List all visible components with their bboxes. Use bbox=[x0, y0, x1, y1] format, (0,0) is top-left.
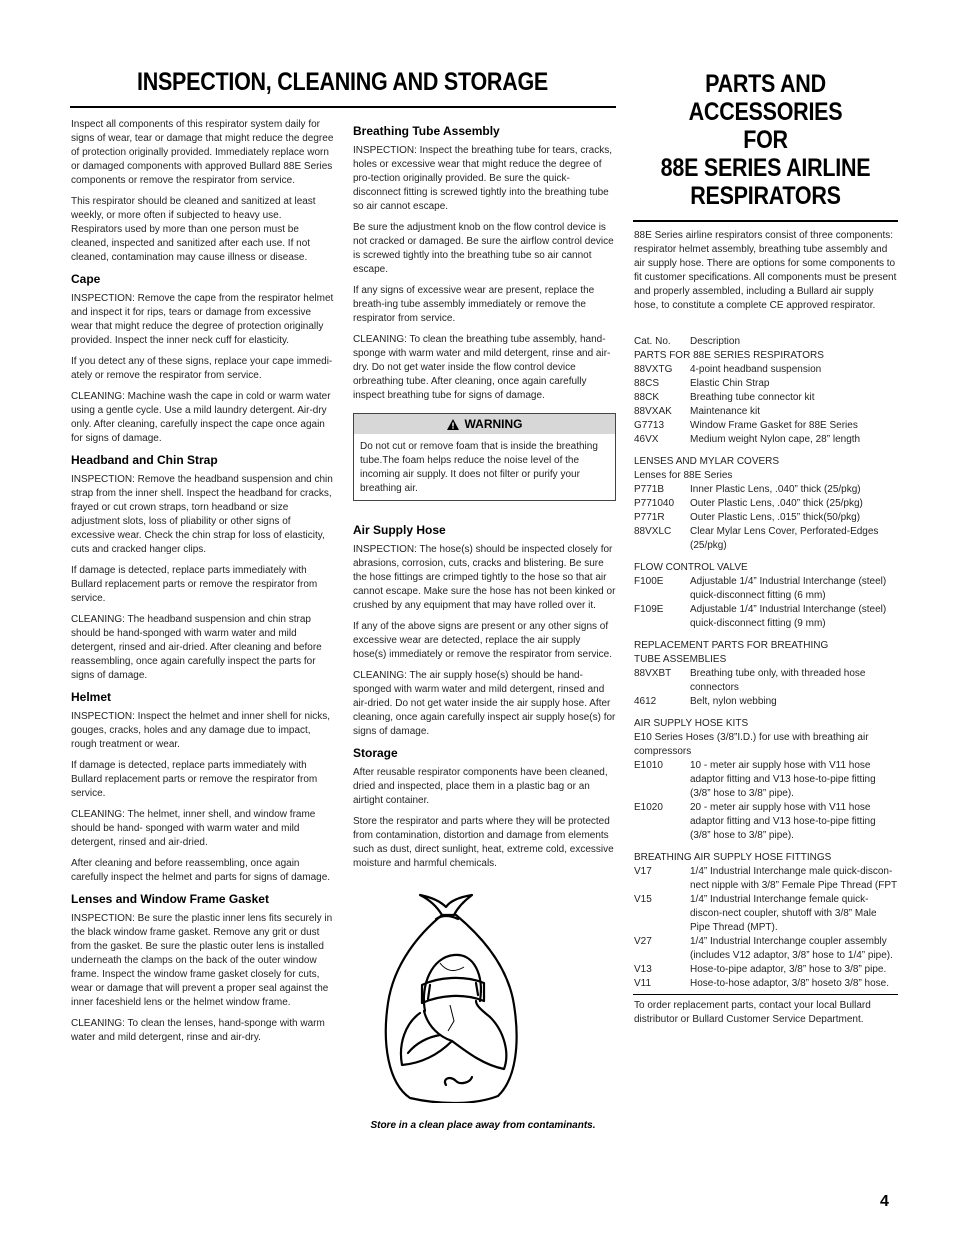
parts-section-heading: FLOW CONTROL VALVE bbox=[634, 562, 748, 573]
paragraph: CLEANING: The headband suspension and chin strap should be hand-sponged with warm water and mild detergent, rinsed and air-dried. After cleaning and before reassembling, once again carefully inspect the parts for signs of damage. bbox=[71, 614, 322, 681]
part-number: 88VXLC bbox=[634, 526, 672, 537]
paragraph: This respirator should be cleaned and sanitized at least weekly, or more often if subjected to heavy use. Respirators used by more than one person must be cleaned, inspected and sanitized after each use. If not cleaned, contamination may cause illness or disease. bbox=[71, 196, 316, 263]
section-heading: Storage bbox=[353, 746, 398, 760]
page-number: 4 bbox=[880, 1193, 889, 1210]
parts-row bbox=[634, 391, 898, 405]
part-description: Hose-to-pipe adaptor, 3/8” hose to 3/8” pipe. bbox=[690, 964, 887, 975]
parts-row bbox=[634, 865, 898, 893]
part-description: Inner Plastic Lens, .040” thick (25/pkg) bbox=[690, 484, 861, 495]
parts-section-heading: LENSES AND MYLAR COVERS bbox=[634, 456, 780, 467]
parts-row bbox=[634, 575, 898, 603]
part-number: E1010 bbox=[634, 760, 663, 771]
parts-row bbox=[634, 405, 898, 419]
warning-triangle-icon bbox=[447, 419, 459, 430]
part-description: Breathing tube only, with threaded hose connectors bbox=[690, 668, 866, 693]
order-note: To order replacement parts, contact your local Bullard distributor or Bullard Customer Service Department. bbox=[634, 1000, 871, 1025]
parts-list bbox=[634, 335, 898, 991]
parts-row bbox=[634, 335, 898, 349]
part-number: 88CS bbox=[634, 378, 660, 389]
parts-row bbox=[634, 377, 898, 391]
part-number: P771R bbox=[634, 512, 665, 523]
column-inspection-left bbox=[71, 118, 334, 1052]
parts-section-heading: REPLACEMENT PARTS FOR BREATHING bbox=[634, 640, 829, 651]
section-heading: Cape bbox=[71, 272, 101, 286]
breathing-tube-section bbox=[353, 124, 616, 403]
paragraph: INSPECTION: Inspect the breathing tube for tears, cracks, holes or excessive wear that might reduce the degree of pro-tection originally provided. Be sure the quick-disconnect fitting is screwed tightly into the breathing tube so air cannot escape. bbox=[353, 145, 612, 212]
part-description: Medium weight Nylon cape, 28” length bbox=[690, 434, 861, 445]
section-heading: Air Supply Hose bbox=[353, 523, 446, 537]
title-line: PARTS AND ACCESSORIES bbox=[688, 70, 843, 126]
paragraph: Be sure the adjustment knob on the flow control device is not cracked or damaged. Be sure the airflow control device is screwed tightly into the breathing tube so air cannot escape. bbox=[353, 222, 614, 275]
parts-row bbox=[634, 483, 898, 497]
parts-row bbox=[634, 935, 898, 963]
section-heading: Helmet bbox=[71, 690, 112, 704]
page-title-inspection: INSPECTION, CLEANING AND STORAGE bbox=[136, 68, 549, 96]
storage-bag-illustration bbox=[380, 893, 520, 1103]
order-rule bbox=[633, 994, 898, 995]
paragraph: CLEANING: The air supply hose(s) should be hand-sponged with warm water and mild detergent, rinsed and air-dried. Do not get water inside the air supply hose. After cleaning, once again carefully inspect air supply hose(s) for signs of damage. bbox=[353, 670, 616, 737]
section-heading: Lenses and Window Frame Gasket bbox=[71, 892, 269, 906]
part-number: F109E bbox=[634, 604, 664, 615]
part-number: Cat. No. bbox=[634, 336, 671, 347]
paragraph: If any signs of excessive wear are present, replace the breath-ing tube assembly immediately or remove the respirator from service. bbox=[353, 285, 595, 324]
parts-section-heading: Lenses for 88E Series bbox=[634, 470, 733, 481]
part-number: V11 bbox=[634, 978, 652, 989]
parts-section-heading: TUBE ASSEMBLIES bbox=[634, 654, 727, 665]
part-number: 88CK bbox=[634, 392, 660, 403]
title-line: FOR bbox=[743, 126, 788, 154]
paragraph: Inspect all components of this respirator system daily for signs of wear, tear or damage that might reduce the degree of protection originally provided. Immediately replace worn or damaged components with approved Bullard 88E Series components or remove the respirator from service. bbox=[71, 119, 334, 186]
part-description: Hose-to-hose adaptor, 3/8” hoseto 3/8” hose. bbox=[690, 978, 890, 989]
parts-row bbox=[634, 759, 898, 801]
warning-text: Do not cut or remove foam that is inside the breathing tube.The foam helps reduce the noise level of the incoming air supply. It does not filter or purify your breathing air. bbox=[360, 441, 598, 494]
title-line: 88E SERIES AIRLINE bbox=[660, 154, 871, 182]
illustration-caption: Store in a clean place away from contaminants. bbox=[370, 1120, 596, 1131]
paragraph: INSPECTION: Remove the cape from the respirator helmet and inspect it for rips, tears or damage from excessive wear that might reduce the degree of protection originally provided. Inspect the inner neck cuff for elasticity. bbox=[71, 293, 334, 346]
parts-row bbox=[634, 419, 898, 433]
parts-row bbox=[634, 511, 898, 525]
part-description: Outer Plastic Lens, .040” thick (25/pkg) bbox=[690, 498, 863, 509]
part-description: 4-point headband suspension bbox=[690, 364, 822, 375]
hose-storage-section bbox=[353, 523, 616, 871]
part-description: Outer Plastic Lens, .015” thick(50/pkg) bbox=[690, 512, 861, 523]
parts-row bbox=[634, 695, 898, 709]
paragraph: Store the respirator and parts where they will be protected from contamination, distortion and damage from elements such as dust, direct sunlight, heat, extreme cold, excessive moisture and harmful chemicals. bbox=[353, 816, 614, 869]
paragraph: If you detect any of these signs, replace your cape immedi-ately or remove the respirator from service. bbox=[71, 356, 333, 381]
paragraph: If damage is detected, replace parts immediately with Bullard replacement parts or remove the respirator from service. bbox=[71, 565, 318, 604]
paragraph: CLEANING: To clean the lenses, hand-sponge with warm water and mild detergent, rinse and air-dry. bbox=[71, 1018, 325, 1043]
warning-box bbox=[353, 413, 616, 501]
part-number: V27 bbox=[634, 936, 652, 947]
page-title-parts bbox=[652, 70, 880, 210]
parts-row bbox=[634, 603, 898, 631]
parts-row bbox=[634, 433, 898, 447]
paragraph: INSPECTION: Inspect the helmet and inner shell for nicks, gouges, cracks, holes and any damage due to impact, rough treatment or wear. bbox=[71, 711, 330, 750]
warning-label: WARNING bbox=[464, 417, 523, 431]
paragraph: After cleaning and before reassembling, once again carefully inspect the helmet and parts for signs of damage. bbox=[71, 858, 331, 883]
part-number: F100E bbox=[634, 576, 664, 587]
part-number: 46VX bbox=[634, 434, 659, 445]
part-description: Description bbox=[690, 336, 741, 347]
part-description: Window Frame Gasket for 88E Series bbox=[690, 420, 858, 431]
parts-intro: 88E Series airline respirators consist of three components: respirator helmet assembly, breathing tube assembly and air supply hose. There are options for some components to fit customer specifications. All components must be present and properly assembled, including a Bullard air supply hose, to constitute a complete CE approved respirator. bbox=[634, 230, 897, 311]
paragraph: CLEANING: To clean the breathing tube assembly, hand-sponge with warm water and mild detergent, rinse and air-dry. Do not get water inside the flow control device orbreathing tube. After cleaning, once again carefully inspect breathing tube for signs of damage. bbox=[353, 334, 611, 401]
part-description: Adjustable 1/4” Industrial Interchange (steel) quick-disconnect fitting (9 mm) bbox=[690, 604, 887, 629]
part-number: 4612 bbox=[634, 696, 657, 707]
part-number: V13 bbox=[634, 964, 652, 975]
paragraph: CLEANING: The helmet, inner shell, and window frame should be hand- sponged with warm water and mild detergent, rinsed and air-dried. bbox=[71, 809, 316, 848]
part-number: 88VXAK bbox=[634, 406, 672, 417]
parts-section-heading: BREATHING AIR SUPPLY HOSE FITTINGS bbox=[634, 852, 832, 863]
part-description: Belt, nylon webbing bbox=[690, 696, 777, 707]
part-description: 1/4” Industrial Interchange male quick-discon-nect nipple with 3/8” Female Pipe Thread (FPT bbox=[690, 866, 898, 891]
part-description: 1/4” Industrial Interchange coupler assembly (includes V12 adaptor, 3/8” hose to 1/4” pipe). bbox=[690, 936, 893, 961]
part-description: 1/4” Industrial Interchange female quick-discon-nect coupler, shutoff with 3/8” Male Pipe Thread (MPT). bbox=[690, 894, 877, 933]
part-number: P771B bbox=[634, 484, 665, 495]
part-number: G7713 bbox=[634, 420, 665, 431]
part-number: V15 bbox=[634, 894, 652, 905]
part-description: 20 - meter air supply hose with V11 hose adaptor fitting and V13 hose-to-pipe fitting (3/8” hose to 3/8” pipe). bbox=[690, 802, 876, 841]
parts-row bbox=[634, 893, 898, 935]
paragraph: After reusable respirator components have been cleaned, dried and inspected, place them in a plastic bag or an airtight container. bbox=[353, 767, 608, 806]
warning-header bbox=[354, 414, 615, 434]
title-line: RESPIRATORS bbox=[690, 182, 841, 210]
part-number: V17 bbox=[634, 866, 652, 877]
parts-row bbox=[634, 977, 898, 991]
part-number: 88VXBT bbox=[634, 668, 672, 679]
part-description: Elastic Chin Strap bbox=[690, 378, 770, 389]
parts-row bbox=[634, 497, 898, 511]
parts-section-heading: AIR SUPPLY HOSE KITS bbox=[634, 718, 749, 729]
part-number: 88VXTG bbox=[634, 364, 673, 375]
title-rule bbox=[633, 220, 898, 222]
part-number: E1020 bbox=[634, 802, 663, 813]
part-description: Clear Mylar Lens Cover, Perforated-Edges (25/pkg) bbox=[690, 526, 879, 551]
paragraph: If damage is detected, replace parts immediately with Bullard replacement parts or remove the respirator from service. bbox=[71, 760, 318, 799]
paragraph: If any of the above signs are present or any other signs of excessive wear are detected, replace the air supply hose(s) immediately or remove the respirator from service. bbox=[353, 621, 612, 660]
parts-row bbox=[634, 801, 898, 843]
part-description: Breathing tube connector kit bbox=[690, 392, 815, 403]
parts-section-heading: E10 Series Hoses (3/8”I.D.) for use with breathing air compressors bbox=[634, 732, 869, 757]
parts-section-heading: PARTS FOR 88E SERIES RESPIRATORS bbox=[634, 350, 824, 361]
column-parts bbox=[634, 229, 898, 991]
section-heading: Breathing Tube Assembly bbox=[353, 124, 500, 138]
paragraph: INSPECTION: The hose(s) should be inspected closely for abrasions, corrosion, cuts, cracks and blistering. Be sure the hose fittings are crimped tightly to the hose so that air cannot escape. Make sure the hose has not been kinked or crushed by any equipment that may have rolled over it. bbox=[353, 544, 616, 611]
part-description: Adjustable 1/4” Industrial Interchange (steel) quick-disconnect fitting (6 mm) bbox=[690, 576, 887, 601]
part-description: 10 - meter air supply hose with V11 hose adaptor fitting and V13 hose-to-pipe fitting (3/8” hose to 3/8” pipe). bbox=[690, 760, 876, 799]
parts-row bbox=[634, 963, 898, 977]
paragraph: INSPECTION: Be sure the plastic inner lens fits securely in the black window frame gasket. Remove any grit or dust from the gasket. Be sure the plastic outer lens is installed underneath the clamps on the back of the outer window frame. Inspect the window frame gasket closely for cuts, wear or damage that will prevent a proper seal against the inner faceshield lens or the helmet window frame. bbox=[71, 913, 333, 1008]
parts-row bbox=[634, 525, 898, 553]
paragraph: INSPECTION: Remove the headband suspension and chin strap from the inner shell. Inspect the headband for cracks, frayed or cut crown straps, torn headband or size adjustment slots, loss of pliability or other signs of excessive wear. Check the chin strap for loss of elasticity, cuts and cracked hanger clips. bbox=[71, 474, 333, 555]
part-description: Maintenance kit bbox=[690, 406, 761, 417]
part-number: P771040 bbox=[634, 498, 675, 509]
title-rule bbox=[70, 106, 616, 108]
section-heading: Headband and Chin Strap bbox=[71, 453, 218, 467]
column-inspection-right bbox=[353, 118, 616, 878]
parts-row bbox=[634, 363, 898, 377]
paragraph: CLEANING: Machine wash the cape in cold or warm water using a gentle cycle. Use a mild laundry detergent. Air-dry only. After cleaning, carefully inspect the cape once again for signs of damage. bbox=[71, 391, 331, 444]
parts-row bbox=[634, 667, 898, 695]
